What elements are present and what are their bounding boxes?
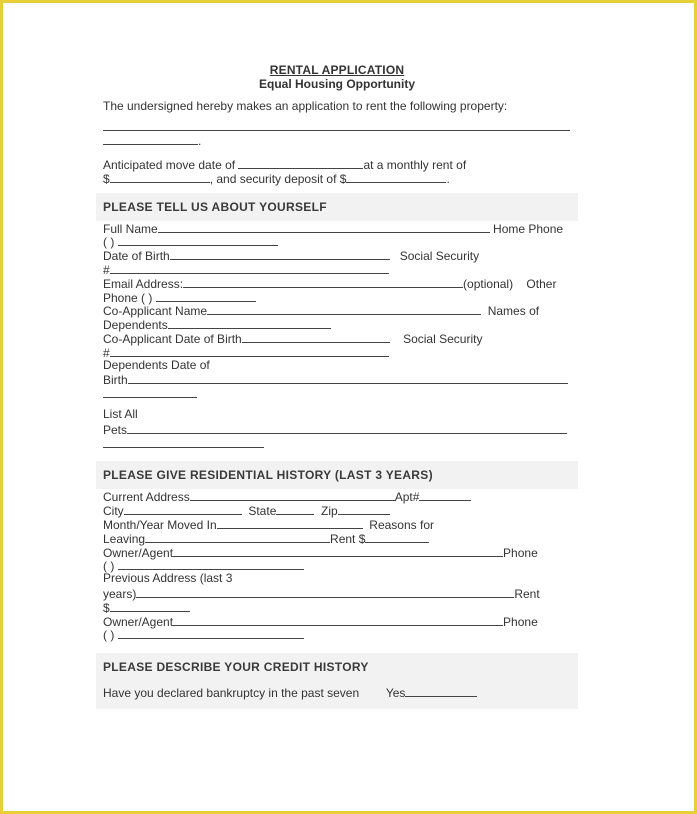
bankruptcy-yes-field[interactable] bbox=[405, 685, 477, 697]
owner-agent-field[interactable] bbox=[173, 545, 503, 557]
current-address-field[interactable] bbox=[190, 489, 395, 501]
previous-owner-phone-field[interactable] bbox=[118, 627, 304, 639]
section-credit-history: PLEASE DESCRIBE YOUR CREDIT HISTORY bbox=[96, 653, 578, 681]
owner-agent-label: Owner/Agent bbox=[103, 545, 174, 560]
rent-label: Rent $ bbox=[330, 531, 366, 546]
co-applicant-dob-label: Co-Applicant Date of Birth bbox=[103, 331, 242, 346]
state-field[interactable] bbox=[276, 503, 314, 515]
apt-field[interactable] bbox=[419, 489, 471, 501]
pets-field[interactable] bbox=[127, 422, 567, 434]
deposit-label: , and security deposit of $ bbox=[209, 171, 347, 186]
credit-history-block bbox=[96, 653, 578, 709]
document-subtitle: Equal Housing Opportunity bbox=[259, 76, 415, 91]
section-residential-history: PLEASE GIVE RESIDENTIAL HISTORY (LAST 3 YEARS) bbox=[96, 461, 578, 489]
co-applicant-name-label: Co-Applicant Name bbox=[103, 304, 208, 319]
move-date-field[interactable] bbox=[238, 157, 363, 169]
full-name-field[interactable] bbox=[158, 221, 490, 233]
full-name-label: Full Name bbox=[103, 221, 158, 236]
moved-in-field[interactable] bbox=[217, 517, 363, 529]
section-about-yourself: PLEASE TELL US ABOUT YOURSELF bbox=[96, 193, 578, 221]
co-applicant-ssn-field[interactable] bbox=[110, 345, 389, 357]
home-phone-label: Home Phone bbox=[493, 221, 564, 236]
previous-rent-label: Rent bbox=[514, 586, 540, 601]
owner-phone-field[interactable] bbox=[118, 558, 304, 570]
other-phone-label: Other bbox=[526, 276, 557, 291]
previous-owner-agent-label: Owner/Agent bbox=[103, 614, 174, 629]
previous-address-field[interactable] bbox=[136, 586, 514, 598]
document-title: RENTAL APPLICATION bbox=[269, 63, 405, 77]
dependents-dob-label: Dependents Date of bbox=[103, 357, 210, 372]
ssn-field[interactable] bbox=[110, 262, 389, 274]
monthly-rent-label: at a monthly rent of bbox=[363, 157, 467, 172]
security-deposit-field[interactable] bbox=[346, 171, 446, 183]
dob-label: Date of Birth bbox=[103, 249, 170, 264]
co-applicant-dob-field[interactable] bbox=[242, 331, 390, 343]
bankruptcy-question: Have you declared bankruptcy in the past seven bbox=[103, 686, 360, 701]
email-label: Email Address: bbox=[103, 276, 184, 291]
previous-owner-phone-label: Phone bbox=[503, 614, 538, 629]
previous-owner-agent-field[interactable] bbox=[173, 614, 503, 626]
dependents-names-field[interactable] bbox=[168, 317, 331, 329]
reasons-for-leaving-label: Reasons for bbox=[369, 517, 434, 532]
pets-field-2[interactable] bbox=[103, 436, 264, 448]
co-applicant-ssn-label: Social Security bbox=[403, 331, 483, 346]
email-field[interactable] bbox=[183, 276, 463, 288]
dob-field[interactable] bbox=[170, 248, 390, 260]
rental-application-form: RENTAL APPLICATION Equal Housing Opportunity The undersigned hereby makes an application to rent the following property: . Anticipated move date of at a monthly rent of $ , and security deposit of $ . PLEASE TELL US ABOUT YOURSELF Full Name Home Phone ( ) Date of Birth Social Security # Email Address: (optional) Other Phone ( ) Co-Applicant Name Names of Dependents Co-Applicant Date of Birth Social Security # Dependents Date of Birth List All Pets PLEASE GIVE RESIDENTIAL HISTORY (LAST 3 YEARS) Current Address Apt# City State Zip Month/Year Moved In Reasons for Leaving Rent $ Owner/Agent Phone ( ) Previous Address (last 3 years) Rent $ Owner/Agent Phone ( ) PLEASE DESCRIBE YOUR CREDIT HISTORY Have you declared bankruptcy in the past seven Yes bbox=[96, 60, 578, 709]
names-of-dependents-label: Names of bbox=[487, 304, 540, 319]
monthly-rent-field[interactable] bbox=[110, 171, 210, 183]
co-applicant-name-field[interactable] bbox=[207, 303, 481, 315]
property-address-line-1[interactable] bbox=[103, 119, 570, 131]
city-label: City bbox=[103, 504, 124, 519]
state-label: State bbox=[248, 504, 277, 519]
reasons-for-leaving-field[interactable] bbox=[145, 531, 330, 543]
rent-field[interactable] bbox=[365, 531, 429, 543]
home-phone-field[interactable] bbox=[118, 234, 278, 246]
zip-label: Zip bbox=[321, 504, 338, 519]
other-phone-field[interactable] bbox=[156, 290, 256, 302]
intro-text: The undersigned hereby makes an application to rent the following property: bbox=[103, 98, 508, 113]
current-address-label: Current Address bbox=[103, 490, 190, 505]
dependents-dob-field-2[interactable] bbox=[103, 386, 197, 398]
bankruptcy-yes-label: Yes bbox=[385, 686, 406, 701]
move-date-label: Anticipated move date of bbox=[103, 157, 236, 172]
city-field[interactable] bbox=[124, 503, 242, 515]
previous-rent-field[interactable] bbox=[110, 600, 190, 612]
zip-field[interactable] bbox=[338, 503, 390, 515]
ssn-label: Social Security bbox=[399, 249, 480, 264]
list-all-pets-label: List All bbox=[103, 406, 138, 421]
dependents-dob-field[interactable] bbox=[128, 372, 568, 384]
property-address-line-2[interactable] bbox=[103, 133, 198, 145]
previous-address-label: Previous Address (last 3 bbox=[103, 571, 233, 586]
title-block bbox=[96, 64, 578, 92]
owner-phone-label: Phone bbox=[503, 545, 538, 560]
moved-in-label: Month/Year Moved In bbox=[103, 517, 217, 532]
